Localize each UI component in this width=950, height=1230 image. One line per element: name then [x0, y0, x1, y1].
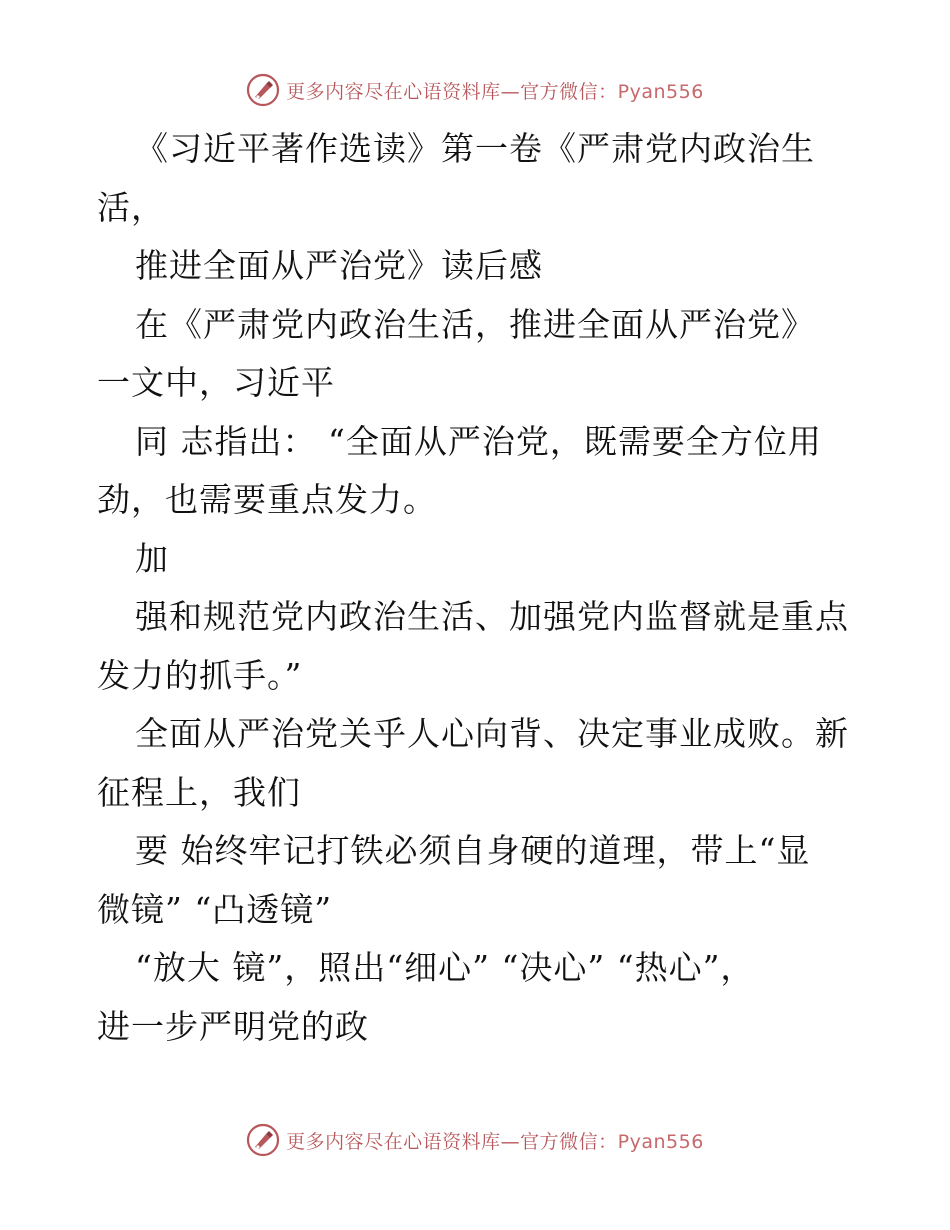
text-line: 在《严肃党内政治生活，推进全面从严治党》: [135, 304, 815, 344]
pen-nib-logo-icon: [246, 1123, 280, 1157]
text-line: 一文中，习近平: [97, 363, 335, 402]
text-line: 同 志指出： “全面从严治党，既需要全方位用: [135, 421, 822, 461]
text-line: 推进全面从严治党》读后感: [135, 246, 543, 285]
footer-banner-handle: Pyan556: [617, 1130, 704, 1153]
text-line: 微镜” “凸透镜”: [97, 889, 333, 929]
text-line: 活，: [97, 187, 165, 227]
header-banner-text: [286, 77, 704, 104]
header-banner: [0, 70, 950, 110]
document-body: [97, 120, 867, 1056]
text-line: “放大 镜”，照出“细心” “决心” “热心”，: [135, 948, 755, 987]
footer-banner-label: 更多内容尽在心语资料库—官方微信：: [286, 1130, 618, 1153]
text-line: 征程上，我们: [97, 772, 301, 812]
text-line: 进一步严明党的政: [97, 1006, 369, 1046]
text-line: 《习近平著作选读》第一卷《严肃党内政治生: [135, 129, 815, 168]
text-line: 发力的抓手。”: [97, 655, 303, 695]
text-line: 强和规范党内政治生活、加强党内监督就是重点: [135, 597, 849, 636]
pen-nib-logo-icon: [246, 73, 280, 107]
text-line: 劲，也需要重点发力。: [97, 480, 437, 519]
text-line: 加: [135, 538, 169, 578]
header-banner-label: 更多内容尽在心语资料库—官方微信：: [286, 80, 618, 103]
header-banner-handle: Pyan556: [617, 80, 704, 103]
text-line: 全面从严治党关乎人心向背、决定事业成败。新: [135, 714, 849, 753]
footer-banner: [0, 1120, 950, 1160]
text-line: 要 始终牢记打铁必须自身硬的道理，带上“显: [135, 831, 811, 870]
footer-banner-text: [286, 1127, 704, 1154]
